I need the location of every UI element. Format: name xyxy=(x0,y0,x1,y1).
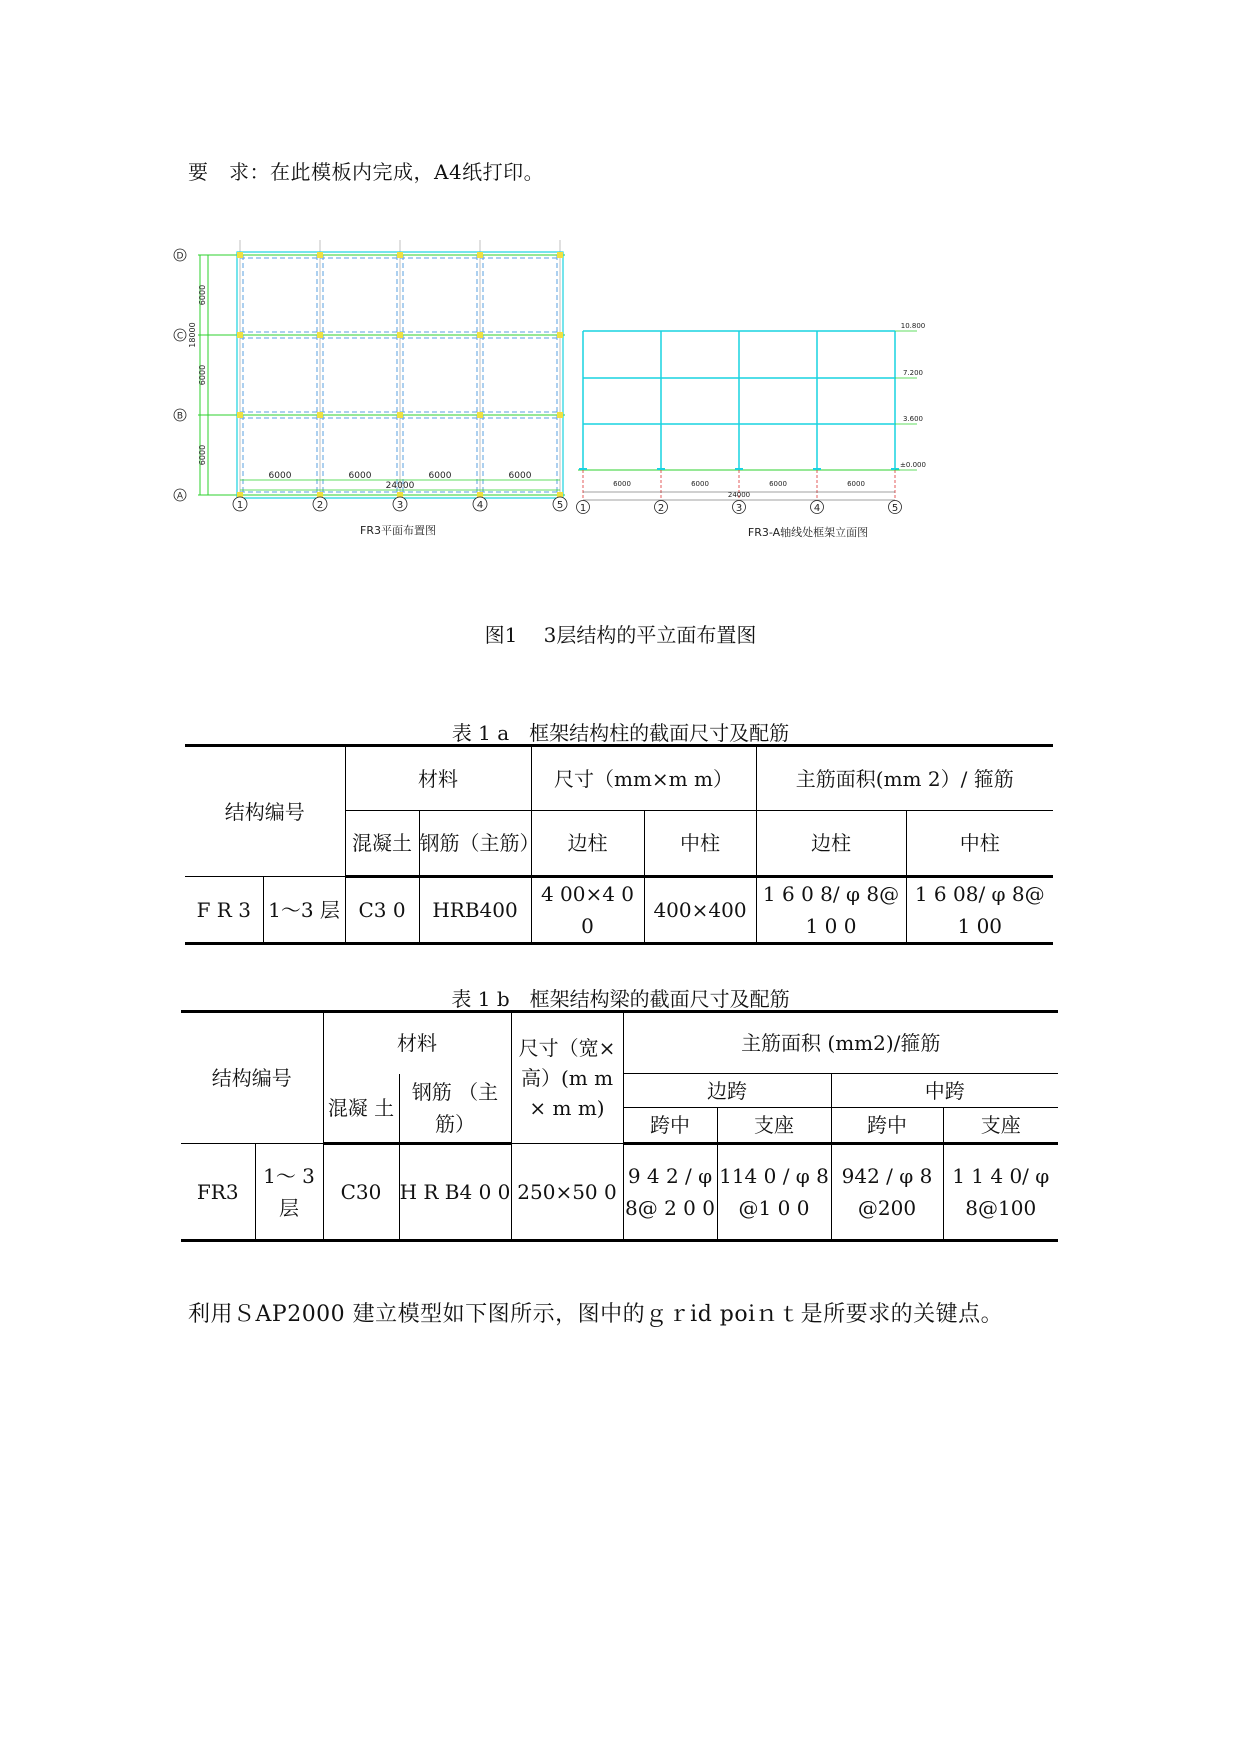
table1a xyxy=(185,744,1053,945)
plan-title: FR3平面布置图 xyxy=(360,524,436,537)
elev-dim-2: 6000 xyxy=(769,480,787,488)
t1b-h-material: 材料 xyxy=(323,1012,511,1074)
plan-column-2-2 xyxy=(397,412,403,418)
elev-dim-0: 6000 xyxy=(613,480,631,488)
t1b-h-mid2: 跨中 xyxy=(831,1108,943,1144)
elev-col-label-2: 3 xyxy=(735,503,743,514)
plan-col-label-1: 2 xyxy=(316,500,324,511)
plan-column-3-1 xyxy=(477,332,483,338)
t1a-concrete: C3 0 xyxy=(345,877,419,944)
plan-hdim-2: 6000 xyxy=(428,471,452,481)
bottom-paragraph: 利用ＳAP2000 建立模型如下图所示，图中的ｇｒid poiｎｔ是所要求的关键点。 xyxy=(188,1302,1004,1327)
t1b-h-structure: 结构编号 xyxy=(181,1012,323,1144)
t1a-side-size: 4 00×4 0 0 xyxy=(531,877,644,944)
plan-column-1-2 xyxy=(317,412,323,418)
elev-col-label-3: 4 xyxy=(813,503,821,514)
elev-dim-total: 24000 xyxy=(727,491,751,499)
t1b-concrete: C30 xyxy=(323,1144,399,1241)
plan-hdim-1: 6000 xyxy=(348,471,372,481)
elev-col-label-0: 1 xyxy=(579,503,587,514)
t1a-h-rebar: 主筋面积(mm 2）/ 箍筋 xyxy=(756,746,1053,811)
plan-column-4-1 xyxy=(557,332,563,338)
plan-hdim-3: 6000 xyxy=(508,471,532,481)
elev-dim-1: 6000 xyxy=(691,480,709,488)
plan-vdim-0: 6000 xyxy=(198,284,207,306)
t1a-mid-rebar: 1 6 08/ φ 8@ 1 00 xyxy=(906,877,1053,944)
elevation-drawing xyxy=(579,320,1040,605)
plan-column-0-1 xyxy=(237,332,243,338)
t1b-h-steel: 钢筋 （主筋） xyxy=(399,1074,511,1144)
t1a-h-steel: 钢筋（主筋） xyxy=(419,811,531,877)
elevation-title: FR3-A轴线处框架立面图 xyxy=(747,526,869,539)
t1b-h-mid-span: 中跨 xyxy=(831,1074,1058,1108)
plan-column-3-0 xyxy=(477,252,483,258)
table1b xyxy=(181,1010,1058,1242)
t1b-h-support1: 支座 xyxy=(717,1108,831,1144)
plan-column-2-0 xyxy=(397,252,403,258)
plan-drawing xyxy=(176,220,650,605)
t1b-h-mid1: 跨中 xyxy=(623,1108,717,1144)
t1b-steel: H R B4 0 0 xyxy=(399,1144,511,1241)
t1a-h-side-col: 边柱 xyxy=(531,811,644,877)
t1b-h-size: 尺寸（宽×高）(m m × m m) xyxy=(511,1012,623,1144)
t1b-mid-support: 1 1 4 0/ φ 8@100 xyxy=(943,1144,1058,1241)
table1b-title: 表 1 b 框架结构梁的截面尺寸及配筋 xyxy=(451,987,790,1011)
plan-column-0-0 xyxy=(237,252,243,258)
t1a-floors: 1～3 层 xyxy=(263,877,345,944)
plan-vdim-1: 6000 xyxy=(198,364,207,386)
elev-level-label-0: 10.800 xyxy=(900,322,926,330)
t1b-mid-mid: 942 / φ 8 @200 xyxy=(831,1144,943,1241)
t1b-side-support: 114 0 / φ 8 @1 0 0 xyxy=(717,1144,831,1241)
t1b-floors: 1～ 3 层 xyxy=(255,1144,323,1241)
plan-column-2-1 xyxy=(397,332,403,338)
elev-col-label-4: 5 xyxy=(891,503,899,514)
figure-caption: 图1 3层结构的平立面布置图 xyxy=(484,623,757,647)
t1b-h-concrete: 混凝 土 xyxy=(323,1074,399,1144)
plan-row-label-1: C xyxy=(176,331,184,342)
plan-col-label-3: 4 xyxy=(476,500,484,511)
t1a-steel: HRB400 xyxy=(419,877,531,944)
t1a-h-size: 尺寸（mm×m m） xyxy=(531,746,756,811)
plan-column-4-0 xyxy=(557,252,563,258)
plan-hdim-total: 24000 xyxy=(385,481,415,491)
t1a-h-mid-col: 中柱 xyxy=(644,811,756,877)
requirement-text: 要 求：在此模板内完成，A4纸打印。 xyxy=(188,160,545,184)
t1a-h-structure: 结构编号 xyxy=(185,746,345,877)
plan-vdim-2: 6000 xyxy=(198,444,207,466)
t1a-h-concrete: 混凝土 xyxy=(345,811,419,877)
t1a-mid-size: 400×400 xyxy=(644,877,756,944)
t1b-h-support2: 支座 xyxy=(943,1108,1058,1144)
t1b-code: FR3 xyxy=(181,1144,255,1241)
plan-column-1-1 xyxy=(317,332,323,338)
elev-col-label-1: 2 xyxy=(657,503,665,514)
plan-col-label-0: 1 xyxy=(236,500,244,511)
elev-dim-3: 6000 xyxy=(847,480,865,488)
t1a-h-mid-col2: 中柱 xyxy=(906,811,1053,877)
t1b-h-side-span: 边跨 xyxy=(623,1074,831,1108)
plan-vdim-total: 18000 xyxy=(188,322,197,348)
plan-hdim-0: 6000 xyxy=(268,471,292,481)
plan-row-label-2: B xyxy=(176,411,184,422)
plan-column-4-2 xyxy=(557,412,563,418)
table1a-title: 表 1 a 框架结构柱的截面尺寸及配筋 xyxy=(451,721,790,745)
t1a-h-side-col2: 边柱 xyxy=(756,811,906,877)
elev-level-label-1: 7.200 xyxy=(902,369,924,377)
elev-level-label-2: 3.600 xyxy=(902,415,924,423)
plan-row-label-0: D xyxy=(176,251,184,262)
t1a-side-rebar: 1 6 0 8/ φ 8@ 1 0 0 xyxy=(756,877,906,944)
t1a-h-material: 材料 xyxy=(345,746,531,811)
plan-col-label-4: 5 xyxy=(556,500,564,511)
plan-row-label-3: A xyxy=(176,491,184,502)
t1b-size: 250×50 0 xyxy=(511,1144,623,1241)
plan-column-3-2 xyxy=(477,412,483,418)
plan-col-label-2: 3 xyxy=(396,500,404,511)
elev-level-label-3: ±0.000 xyxy=(900,461,926,469)
plan-column-0-2 xyxy=(237,412,243,418)
plan-column-1-0 xyxy=(317,252,323,258)
t1b-h-rebar: 主筋面积 (mm2)/箍筋 xyxy=(623,1012,1058,1074)
t1a-code: F R 3 xyxy=(185,877,263,944)
t1b-side-mid: 9 4 2 / φ 8@ 2 0 0 xyxy=(623,1144,717,1241)
